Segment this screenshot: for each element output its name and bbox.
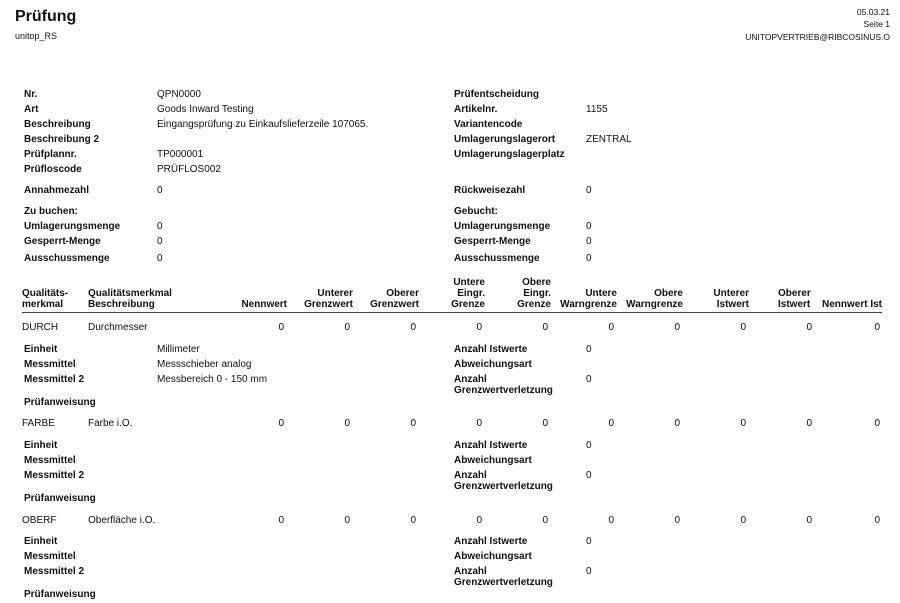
- col-header-beschreibung: Qualitätsmerkmal Beschreibung: [88, 288, 172, 310]
- gebucht-gesperrt-value: 0: [586, 236, 592, 247]
- row-value: 0: [476, 515, 482, 526]
- anzahl-grenzwertverletzung-label-1: Anzahl: [454, 374, 487, 385]
- anzahl-grenzwertverletzung-value: 0: [586, 470, 592, 481]
- row-value: 0: [806, 515, 812, 526]
- anzahl-grenzwertverletzung-label-1: Anzahl: [454, 470, 487, 481]
- row-description: Oberfläche i.O.: [88, 515, 156, 526]
- field-label-nr: Nr.: [24, 89, 38, 100]
- messmittel-value: Messschieber analog: [157, 359, 252, 370]
- einheit-label: Einheit: [24, 536, 58, 547]
- messmittel2-label: Messmittel 2: [24, 566, 85, 577]
- gebucht-gesperrt-label: Gesperrt-Menge: [454, 236, 531, 247]
- gebucht-ausschuss-label: Ausschussmenge: [454, 253, 540, 264]
- anzahl-istwerte-label: Anzahl Istwerte: [454, 344, 528, 355]
- field-label-beschreibung: Beschreibung: [24, 119, 91, 130]
- row-value: 0: [542, 515, 548, 526]
- row-value: 0: [476, 418, 482, 429]
- row-value: 0: [278, 418, 284, 429]
- row-code: OBERF: [22, 515, 57, 526]
- abweichungsart-label: Abweichungsart: [454, 455, 532, 466]
- field-value-beschreibung: Eingangsprüfung zu Einkaufslieferzeile 107065.: [157, 119, 369, 130]
- messmittel2-label: Messmittel 2: [24, 374, 85, 385]
- row-value: 0: [410, 322, 416, 333]
- col-header-untere-eingr-grenze: Untere Eingr. Grenze: [451, 277, 485, 310]
- field-value-prueflos: PRÜFLOS002: [157, 164, 221, 175]
- col-header-merkmal: Qualitäts- merkmal: [22, 288, 69, 310]
- abweichungsart-label: Abweichungsart: [454, 359, 532, 370]
- zu-buchen-umlagerungsmenge-value: 0: [157, 221, 163, 232]
- anzahl-grenzwertverletzung-label-2: Grenzwertverletzung: [454, 481, 553, 492]
- field-label-umlagerungslagerort: Umlagerungslagerort: [454, 134, 556, 145]
- col-header-nennwert-ist: Nennwert Ist: [821, 299, 882, 310]
- row-value: 0: [740, 418, 746, 429]
- row-value: 0: [542, 322, 548, 333]
- anzahl-grenzwertverletzung-label-1: Anzahl: [454, 566, 487, 577]
- field-value-nr: QPN0000: [157, 89, 201, 100]
- gebucht-umlagerungsmenge-value: 0: [586, 221, 592, 232]
- row-value: 0: [410, 515, 416, 526]
- row-value: 0: [874, 515, 880, 526]
- anzahl-grenzwertverletzung-value: 0: [586, 566, 592, 577]
- col-header-oberer-istwert: Oberer Istwert: [778, 288, 811, 310]
- field-label-variantencode: Variantencode: [454, 119, 523, 130]
- field-label-artikelnr: Artikelnr.: [454, 104, 498, 115]
- row-value: 0: [806, 322, 812, 333]
- messmittel2-value: Messbereich 0 - 150 mm: [157, 374, 268, 385]
- company-name: unitop_RS: [15, 31, 58, 41]
- zu-buchen-gesperrt-label: Gesperrt-Menge: [24, 236, 101, 247]
- zu-buchen-gesperrt-value: 0: [157, 236, 163, 247]
- anzahl-grenzwertverletzung-label-2: Grenzwertverletzung: [454, 577, 553, 588]
- row-value: 0: [278, 515, 284, 526]
- col-header-untere-warngrenze: Untere Warngrenze: [560, 288, 617, 310]
- anzahl-istwerte-value: 0: [586, 536, 592, 547]
- row-value: 0: [476, 322, 482, 333]
- col-header-oberer-grenzwert: Oberer Grenzwert: [370, 288, 419, 310]
- row-value: 0: [674, 322, 680, 333]
- messmittel-label: Messmittel: [24, 455, 76, 466]
- row-description: Farbe i.O.: [88, 418, 133, 429]
- zu-buchen-umlagerungsmenge-label: Umlagerungsmenge: [24, 221, 121, 232]
- row-value: 0: [874, 322, 880, 333]
- pruefanweisung-label: Prüfanweisung: [24, 589, 96, 600]
- row-value: 0: [344, 322, 350, 333]
- zu-buchen-ausschuss-label: Ausschussmenge: [24, 253, 110, 264]
- row-value: 0: [806, 418, 812, 429]
- row-code: FARBE: [22, 418, 55, 429]
- anzahl-istwerte-label: Anzahl Istwerte: [454, 440, 528, 451]
- gebucht-heading: Gebucht:: [454, 206, 498, 217]
- row-value: 0: [740, 515, 746, 526]
- anzahl-istwerte-label: Anzahl Istwerte: [454, 536, 528, 547]
- row-description: Durchmesser: [88, 322, 148, 333]
- messmittel-label: Messmittel: [24, 359, 76, 370]
- row-value: 0: [344, 515, 350, 526]
- row-code: DURCH: [22, 322, 59, 333]
- annahmezahl-label: Annahmezahl: [24, 185, 90, 196]
- field-label-beschreibung-2: Beschreibung 2: [24, 134, 100, 145]
- row-value: 0: [608, 418, 614, 429]
- field-label-pruefentscheidung: Prüfentscheidung: [454, 89, 540, 100]
- col-header-obere-eingr-grenze: Obere Eingr. Grenze: [517, 277, 551, 310]
- col-header-obere-warngrenze: Obere Warngrenze: [626, 288, 683, 310]
- einheit-label: Einheit: [24, 440, 58, 451]
- anzahl-istwerte-value: 0: [586, 440, 592, 451]
- page-number: Seite 1: [863, 19, 890, 29]
- row-value: 0: [674, 515, 680, 526]
- row-value: 0: [410, 418, 416, 429]
- anzahl-istwerte-value: 0: [586, 344, 592, 355]
- zu-buchen-ausschuss-value: 0: [157, 253, 163, 264]
- pruefanweisung-label: Prüfanweisung: [24, 493, 96, 504]
- report-date: 05.03.21: [856, 7, 890, 17]
- col-header-unterer-istwert: Unterer Istwert: [713, 288, 749, 310]
- abweichungsart-label: Abweichungsart: [454, 551, 532, 562]
- field-value-umlagerungslagerort: ZENTRAL: [586, 134, 632, 145]
- field-label-umlagerungslagerplatz: Umlagerungslagerplatz: [454, 149, 565, 160]
- field-label-pruefplannr: Prüfplannr.: [24, 149, 77, 160]
- field-label-art: Art: [24, 104, 39, 115]
- rueckweisezahl-value: 0: [586, 185, 592, 196]
- gebucht-ausschuss-value: 0: [586, 253, 592, 264]
- user-email: UNITOPVERTRIEB@RIBCOSINUS.O: [745, 32, 890, 42]
- table-header: [22, 277, 882, 313]
- row-value: 0: [278, 322, 284, 333]
- field-value-art: Goods Inward Testing: [157, 104, 254, 115]
- report-title: Prüfung: [15, 8, 77, 25]
- pruefanweisung-label: Prüfanweisung: [24, 397, 96, 408]
- row-value: 0: [674, 418, 680, 429]
- row-value: 0: [542, 418, 548, 429]
- row-value: 0: [344, 418, 350, 429]
- field-label-prueflos: Prüfloscode: [24, 164, 82, 175]
- col-header-nennwert: Nennwert: [241, 299, 287, 310]
- messmittel-label: Messmittel: [24, 551, 76, 562]
- anzahl-grenzwertverletzung-label-2: Grenzwertverletzung: [454, 385, 553, 396]
- einheit-value: Millimeter: [157, 344, 200, 355]
- row-value: 0: [608, 515, 614, 526]
- anzahl-grenzwertverletzung-value: 0: [586, 374, 592, 385]
- field-value-pruefplannr: TP000001: [157, 149, 204, 160]
- col-header-unterer-grenzwert: Unterer Grenzwert: [304, 288, 353, 310]
- field-value-artikelnr: 1155: [586, 104, 608, 115]
- zu-buchen-heading: Zu buchen:: [24, 206, 78, 217]
- gebucht-umlagerungsmenge-label: Umlagerungsmenge: [454, 221, 551, 232]
- row-value: 0: [740, 322, 746, 333]
- row-value: 0: [608, 322, 614, 333]
- messmittel2-label: Messmittel 2: [24, 470, 85, 481]
- einheit-label: Einheit: [24, 344, 58, 355]
- rueckweisezahl-label: Rückweisezahl: [454, 185, 526, 196]
- annahmezahl-value: 0: [157, 185, 163, 196]
- row-value: 0: [874, 418, 880, 429]
